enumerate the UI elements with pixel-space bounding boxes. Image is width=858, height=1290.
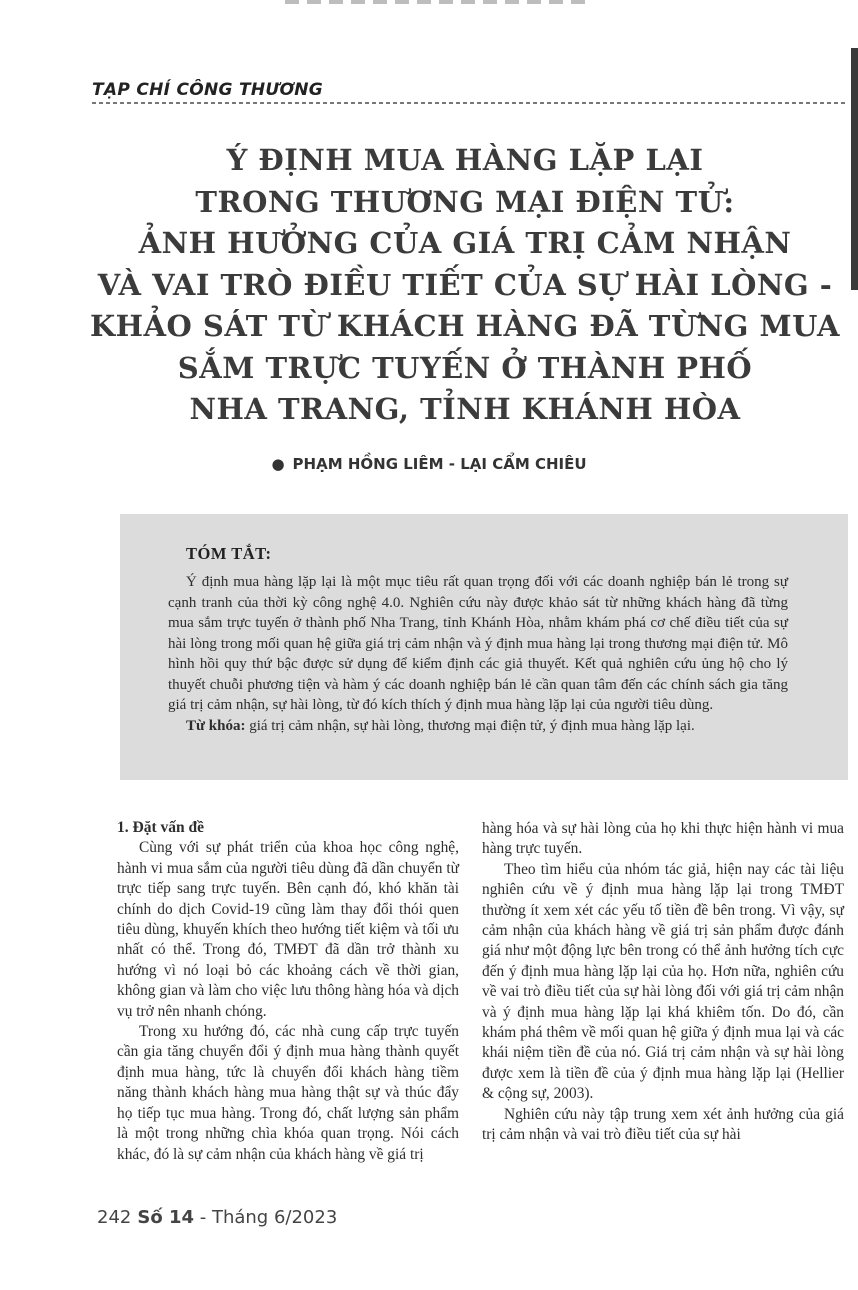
abstract-text: Ý định mua hàng lặp lại là một mục tiêu rất quan trọng đối với các doanh nghiệp bán lẻ trong sự cạnh tranh của thời kỳ công nghệ 4.0. Nghiên cứu này được khảo sát từ những khách hàng đã từng mua sắm trực tuyến ở thành phố Nha Trang, tỉnh Khánh Hòa, nhằm khám phá cơ chế điều tiết của sự hài lòng trong mối quan hệ giữa giá trị cảm nhận và ý định mua hàng lại trong thương mại điện tử. Mô hình hồi quy thứ bậc được sử dụng để kiểm định các giả thuyết. Kết quả nghiên cứu ủng hộ cho lý thuyết chuỗi phương tiện và hàm ý các doanh nghiệp bán lẻ cần quan tâm đến các chính sách gia tăng giá trị cảm nhận, sự hài lòng, từ đó kích thích ý định mua hàng lặp lại của người tiêu dùng. [168,574,788,713]
body-column-right [482,819,844,1146]
body-paragraph: Theo tìm hiểu của nhóm tác giả, hiện nay các tài liệu nghiên cứu về ý định mua hàng lặp lại trong TMĐT thường ít xem xét các yếu tố tiền đề bên trong. Vì vậy, sự cảm nhận của khách hàng về giá trị sản phẩm được đánh giá như một động lực bên trong có thể ảnh hưởng tích cực đến ý định mua hàng lặp lại của họ. Hơn nữa, nghiên cứu về vai trò điều tiết của sự hài lòng đối với giá trị cảm nhận và ý định mua hàng lặp lại khá khiêm tốn. Do đó, cần khám phá thêm về mối quan hệ giữa ý định mua lại và các khái niệm tiền đề của nó. Giá trị cảm nhận và sự hài lòng được xem là tiền đề của ý định mua hàng lặp lại (Hellier & cộng sự, 2003). [482,860,844,1103]
body-paragraph: Nghiên cứu này tập trung xem xét ảnh hưởng của giá trị cảm nhận và vai trò điều tiết của sự hài [482,1105,844,1144]
title-line: SẮM TRỰC TUYẾN Ở THÀNH PHỐ [177,350,753,385]
title-line: Ý ĐỊNH MUA HÀNG LẶP LẠI [226,143,704,177]
body-column-left [117,818,459,1165]
page-number: 242 [97,1207,132,1228]
issue-number: Số 14 [137,1207,195,1228]
authors: PHẠM HỒNG LIÊM - LẠI CẨM CHIÊU [292,455,587,473]
top-decorative-dashes [285,0,585,4]
body-paragraph-continued: hàng hóa và sự hài lòng của họ khi thực hiện hành vi mua hàng trực tuyến. [482,820,844,858]
keywords-label: Từ khóa: [186,717,246,734]
journal-name: TẠP CHÍ CÔNG THƯƠNG [92,80,324,100]
title-line: VÀ VAI TRÒ ĐIỀU TIẾT CỦA SỰ HÀI LÒNG - [97,267,833,302]
abstract-box [120,514,848,780]
header-dotted-rule [92,102,848,104]
keywords-line [168,716,788,737]
abstract-heading: TÓM TẮT: [186,544,272,563]
bullet-icon: ● [271,455,285,473]
keywords: giá trị cảm nhận, sự hài lòng, thương mại điện tử, ý định mua hàng lặp lại. [245,717,695,734]
title-line: NHA TRANG, TỈNH KHÁNH HÒA [189,392,741,426]
body-paragraph: Trong xu hướng đó, các nhà cung cấp trực tuyến cần gia tăng chuyển đổi ý định mua hàng thành quyết định mua hàng, tức là chuyển đổi khách hàng tiềm năng thành khách hàng mua hàng thật sự và thúc đẩy họ tiếp tục mua hàng. Trong đó, chất lượng sản phẩm là một trong những chìa khóa quan trọng. Nói cách khác, đó là sự cảm nhận của khách hàng về giá trị [117,1023,459,1163]
section-heading: 1. Đặt vấn đề [117,819,204,836]
title-line: ẢNH HƯỞNG CỦA GIÁ TRỊ CẢM NHẬN [138,226,792,260]
title-line: TRONG THƯƠNG MẠI ĐIỆN TỬ: [195,184,735,219]
body-paragraph: Cùng với sự phát triển của khoa học công nghệ, hành vi mua sắm của người tiêu dùng đã dần chuyển từ trực tiếp sang trực tuyến. Bên cạnh đó, khó khăn tài chính do dịch Covid-19 cũng làm thay đổi thói quen tiêu dùng, khuyến khích theo hướng tiết kiệm và tối ưu nhất có thể. Trong đó, TMĐT đã dần trở thành xu hướng vì nó loại bỏ các khoảng cách về thời gian, không gian và làm cho việc lưu thông hàng hóa và dịch vụ trở nên nhanh chóng. [117,839,459,1020]
authors-line [0,455,858,473]
page-footer [97,1207,337,1228]
abstract-body [168,572,788,736]
article-title [60,140,858,431]
issue-date: - Tháng 6/2023 [199,1207,338,1228]
title-line: KHẢO SÁT TỪ KHÁCH HÀNG ĐÃ TỪNG MUA [89,309,841,343]
